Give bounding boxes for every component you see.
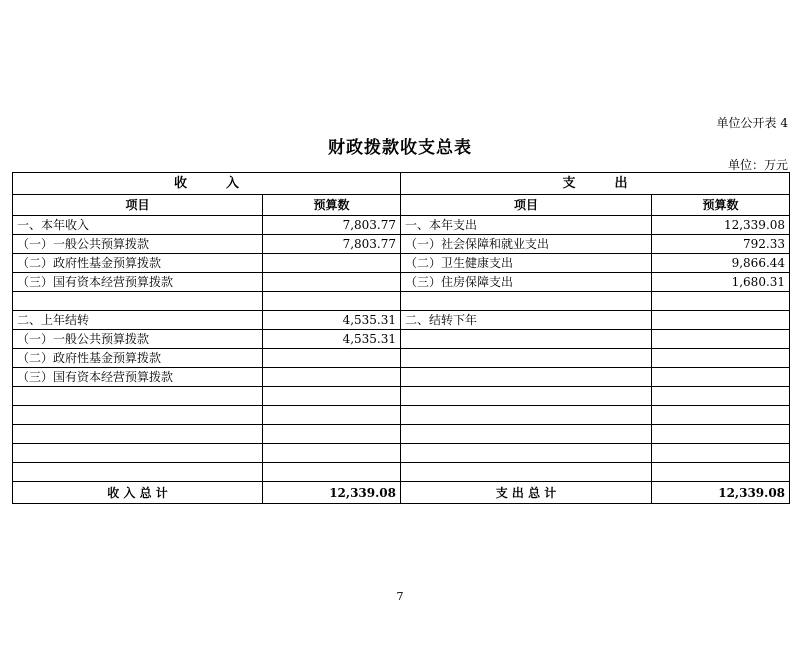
expense-item: （三）住房保障支出 <box>401 273 652 292</box>
expense-item <box>401 406 652 425</box>
table-row <box>13 349 790 368</box>
table-row <box>13 368 790 387</box>
expense-item: （一）社会保障和就业支出 <box>401 235 652 254</box>
expense-item <box>401 444 652 463</box>
income-value <box>263 387 401 406</box>
income-item: 二、上年结转 <box>13 311 263 330</box>
income-total-value: 12,339.08 <box>263 482 401 504</box>
expense-value <box>652 444 790 463</box>
form-number: 单位公开表 4 <box>716 116 788 130</box>
section-header-row <box>13 173 790 195</box>
finance-summary-table <box>12 172 790 504</box>
income-value <box>263 254 401 273</box>
income-budget-header: 预算数 <box>263 195 401 216</box>
income-item <box>13 444 263 463</box>
table-row <box>13 387 790 406</box>
expense-value: 9,866.44 <box>652 254 790 273</box>
income-item <box>13 425 263 444</box>
income-section-header: 收 入 <box>13 173 401 195</box>
expense-item: 二、结转下年 <box>401 311 652 330</box>
table-row <box>13 444 790 463</box>
income-item: （二）政府性基金预算拨款 <box>13 349 263 368</box>
expense-budget-header: 预算数 <box>652 195 790 216</box>
income-item: （一）一般公共预算拨款 <box>13 235 263 254</box>
expense-item <box>401 349 652 368</box>
expense-section-header: 支 出 <box>401 173 790 195</box>
expense-item: （二）卫生健康支出 <box>401 254 652 273</box>
expense-value <box>652 406 790 425</box>
expense-item <box>401 292 652 311</box>
page-number: 7 <box>396 590 404 603</box>
totals-row <box>13 482 790 504</box>
income-value: 4,535.31 <box>263 311 401 330</box>
expense-value <box>652 330 790 349</box>
income-item <box>13 463 263 482</box>
expense-value <box>652 368 790 387</box>
expense-value <box>652 425 790 444</box>
expense-value: 1,680.31 <box>652 273 790 292</box>
table-row <box>13 425 790 444</box>
expense-item <box>401 330 652 349</box>
income-value: 7,803.77 <box>263 216 401 235</box>
income-value <box>263 292 401 311</box>
income-value <box>263 406 401 425</box>
expense-total-label: 支 出 总 计 <box>401 482 652 504</box>
table-row <box>13 463 790 482</box>
expense-value: 12,339.08 <box>652 216 790 235</box>
expense-item <box>401 368 652 387</box>
income-value <box>263 273 401 292</box>
income-total-label: 收 入 总 计 <box>13 482 263 504</box>
table-row <box>13 406 790 425</box>
income-value <box>263 463 401 482</box>
income-item: （一）一般公共预算拨款 <box>13 330 263 349</box>
income-item: （三）国有资本经营预算拨款 <box>13 273 263 292</box>
expense-item <box>401 463 652 482</box>
income-value <box>263 368 401 387</box>
income-item-header: 项目 <box>13 195 263 216</box>
unit-label: 单位：万元 <box>727 158 788 172</box>
income-item <box>13 387 263 406</box>
expense-item-header: 项目 <box>401 195 652 216</box>
income-item <box>13 292 263 311</box>
expense-item <box>401 387 652 406</box>
expense-value: 792.33 <box>652 235 790 254</box>
expense-item: 一、本年支出 <box>401 216 652 235</box>
expense-value <box>652 292 790 311</box>
table-row <box>13 330 790 349</box>
income-value <box>263 444 401 463</box>
expense-value <box>652 463 790 482</box>
expense-value <box>652 387 790 406</box>
table-row <box>13 311 790 330</box>
income-item <box>13 406 263 425</box>
table-row <box>13 235 790 254</box>
expense-item <box>401 425 652 444</box>
page-title: 财政拨款收支总表 <box>328 138 472 158</box>
income-item: （三）国有资本经营预算拨款 <box>13 368 263 387</box>
expense-total-value: 12,339.08 <box>652 482 790 504</box>
table-row <box>13 216 790 235</box>
expense-value <box>652 311 790 330</box>
table-row <box>13 254 790 273</box>
income-value: 4,535.31 <box>263 330 401 349</box>
income-item: 一、本年收入 <box>13 216 263 235</box>
income-value: 7,803.77 <box>263 235 401 254</box>
table-row <box>13 273 790 292</box>
column-header-row <box>13 195 790 216</box>
expense-value <box>652 349 790 368</box>
income-item: （二）政府性基金预算拨款 <box>13 254 263 273</box>
income-value <box>263 425 401 444</box>
table-row <box>13 292 790 311</box>
income-value <box>263 349 401 368</box>
